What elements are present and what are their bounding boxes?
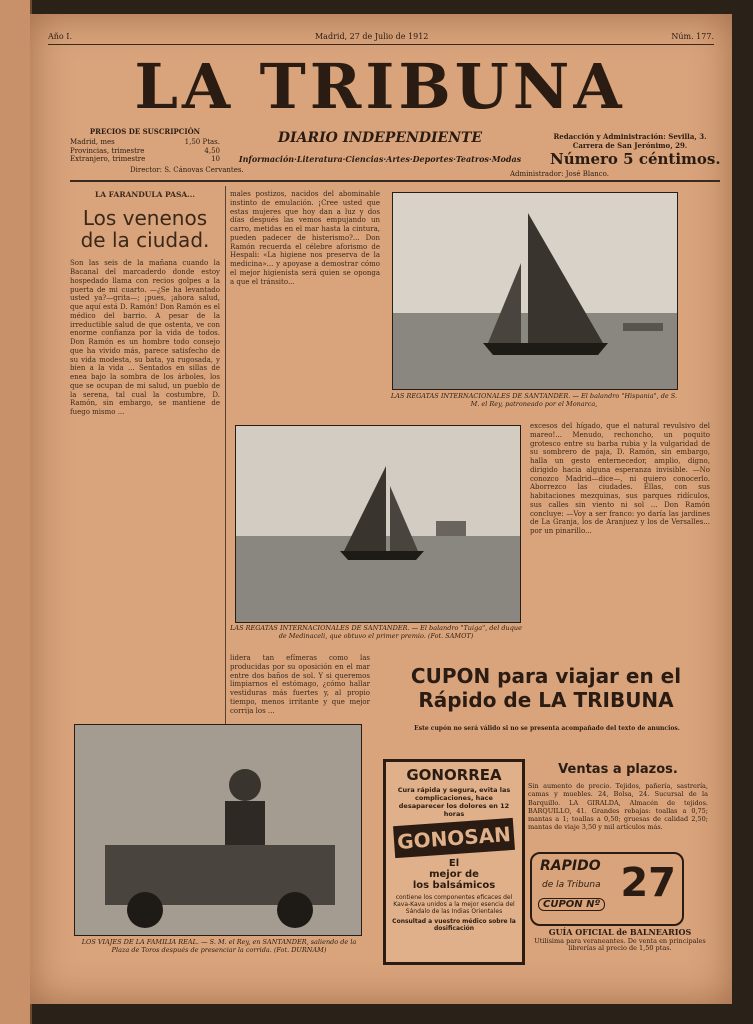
year-label: Año I. — [48, 32, 72, 41]
article-headline: Los venenos de la ciudad. — [80, 206, 210, 253]
masthead-sections: Información·Literatura·Ciencias·Artes·Deportes·Teatros·Modas — [238, 154, 522, 164]
article-column-4 — [230, 654, 370, 714]
guia-title: GUÍA OFICIAL de BALNEARIOS — [548, 927, 692, 937]
royal-car-illustration — [75, 725, 361, 935]
article-column-1 — [70, 190, 220, 720]
ventas-text: Sin aumento de precio. Tejidos, pañería, sastrería, camas y muebles. 24, Bolsa, 24. Sucursal de la Barquillo. LA GIRALDA, Almacén de tejidos. BARQUILLO, 41. Grandes rebajas: toallas a 0,75; mantas a 1; toallas a 0,50; gruesas de calidad 2,50; mantas de viaje 3,50 y mil artículos más. — [528, 782, 708, 831]
article-body: males postizos, nacidos del abominable instinto de emulación. ¡Cree usted que estas mujeres que hoy dan a luz y dos días después las vemos empujando un carro, metidas en el mar hasta la cintura, pueden padecer de histerismo?... Don Ramón recuerda el célebre aforismo de Hespali: «La higiene nos preserva de la medicina»... y apoyase a demostrar cómo el mejor higienista será quien se oponga a que el tránsito... — [230, 190, 380, 286]
masthead-rule — [70, 180, 720, 182]
rapido-title: RAPIDO — [540, 858, 601, 874]
prices-heading: PRECIOS DE SUSCRIPCIÓN — [89, 127, 201, 136]
ad-title: GONORREA — [406, 766, 502, 784]
sailboat-illustration — [236, 426, 520, 622]
masthead-subtitle: DIARIO INDEPENDIENTE — [277, 130, 483, 146]
director-line: Director: S. Cánovas Cervantes. — [130, 166, 244, 174]
cupon-line-1: CUPON para viajar en el — [410, 664, 682, 688]
gonosan-ad — [383, 759, 525, 965]
newspaper-page — [30, 14, 732, 1004]
ad-lead: Cura rápida y segura, evita las complicaciones, hace desaparecer los dolores en 12 horas — [397, 786, 511, 818]
price-row: Extranjero, trimestre 10 — [70, 155, 220, 164]
ad-claim-2: mejor de — [429, 869, 479, 880]
copy-price: Número 5 céntimos. — [550, 150, 721, 168]
royal-visit-photo — [74, 724, 362, 936]
issue-number: Núm. 177. — [671, 32, 714, 41]
redaccion-address: Redacción y Administración: Sevilla, 3. Carrera de San Jerónimo, 29. — [553, 132, 707, 151]
rapido-number: 27 — [620, 860, 676, 906]
regatta-photo-1 — [392, 192, 678, 390]
masthead-title: LA TRIBUNA — [134, 50, 626, 123]
ad-footer: Consultad a vuestro médico sobre la dosificación — [392, 918, 516, 932]
price-row: Madrid, mes 1,50 Ptas. — [70, 138, 220, 147]
cupon-line-2: Rápido de LA TRIBUNA — [418, 688, 674, 712]
ad-brand: GONOSAN — [393, 818, 515, 858]
administrador-line: Administrador: José Blanco. — [510, 170, 609, 178]
dateline: Madrid, 27 de Julio de 1912 — [314, 32, 429, 41]
article-body: excesos del hígado, que el natural revulsivo del mareo!... Menudo, rechoncho, un poquito grotesco entre su barba rubia y la vulgaridad de su sombrero de paja, D. Ramón, sin embargo, halla un gesto enternecedor, amplio, digno, dirigido hacia alguna esperanza invisible. —No conozco Madrid—dice—, ni quiero conocerlo. Aborrezco las ciudades. Ellas, con sus habitaciones mezquinas, sus parques ridículos, sus calles sin viento ni sol ... Don Ramón concluye: —Voy a ser franco: yo daría las jardines de La Granja, los de Aranjuez y los de Versalles... por un pinarillo... — [530, 422, 710, 535]
photo-2-caption: LAS REGATAS INTERNACIONALES DE SANTANDER. — El balandro "Tuiga", del duque de Medinaceli, que obtuvo el primer premio. (Fot. SAMOT) — [230, 624, 522, 641]
sailboat-illustration — [393, 193, 677, 389]
ventas-ad — [528, 762, 708, 831]
column-divider — [225, 186, 226, 726]
ventas-title: Ventas a plazos. — [558, 762, 678, 777]
rapido-subtitle: de la Tribuna — [542, 880, 601, 890]
article-body: Son las seis de la mañana cuando la Bacanal del marcaderdo donde estoy hospedado llama con recios golpes a la puerta de mi cuarto. —¿Se ha levantado usted ya?—grita—; ¡pues, ¡ahora salud, que aquí está D. Ramón! Don Ramón es el médico del barrio. A pesar de la irreductible salud de que ostenta, ve con enorme confianza por la vida de todos. Don Ramón es un hombre todo consejo que ha vivido más, parece satisfecho de su vida modesta, su bata, ya rugosada, y bien a la vida ... Sentados en sillas de enea bajo la sombra de los árboles, los que se ocupan de mi salud, un pueblo de la serena, tal cual la costumbre, D. Ramón, sin embargo, se mantiene de fuego mismo ... — [70, 259, 220, 417]
ad-claim-1: El — [448, 858, 460, 869]
cupon-headline — [380, 664, 712, 712]
ad-body: contiene los componentes eficaces del Kava-Kava unidos a la mejor esencia del Sándalo de las Indias Orientales — [393, 894, 515, 915]
regatta-photo-2 — [235, 425, 521, 623]
article-column-3 — [530, 422, 710, 654]
article-column-2 — [230, 190, 380, 420]
guia-balnearios-ad — [530, 928, 710, 953]
price-row: Provincias, trimestre 4,50 — [70, 146, 220, 155]
guia-text: Utilísima para veraneantes. De venta en principales librerías al precio de 1,50 ptas. — [534, 936, 706, 953]
top-bar — [48, 32, 714, 45]
rapido-cupon-label: CUPON Nº — [538, 898, 605, 911]
rapido-coupon — [530, 852, 684, 926]
subscription-prices — [70, 128, 220, 164]
cupon-note: Este cupón no será válido si no se presenta acompañado del texto de anuncios. — [414, 725, 680, 732]
section-heading: LA FARANDULA PASA... — [94, 190, 196, 199]
photo-3-caption: LOS VIAJES DE LA FAMILIA REAL. — S. M. el Rey, en SANTANDER, saliendo de la Plaza de Toros después de presenciar la corrida. (Fot. DURNAM) — [81, 938, 357, 955]
photo-1-caption: LAS REGATAS INTERNACIONALES DE SANTANDER. — El balandro "Hispania", de S. M. el Rey, patroneado por el Monarca, — [390, 392, 678, 409]
ad-claim-3: los balsámicos — [412, 880, 496, 891]
adjacent-page-edge — [0, 0, 32, 1024]
article-body: lidera tan efímeras como las producidas por su oposición en el mar entre dos baños de sol. Y si queremos limpiarnos el estómago, ¿cómo hallar vestiduras más fuertes y, al propio tiempo, menos irritante y que mejor corrija los ... — [230, 654, 370, 714]
